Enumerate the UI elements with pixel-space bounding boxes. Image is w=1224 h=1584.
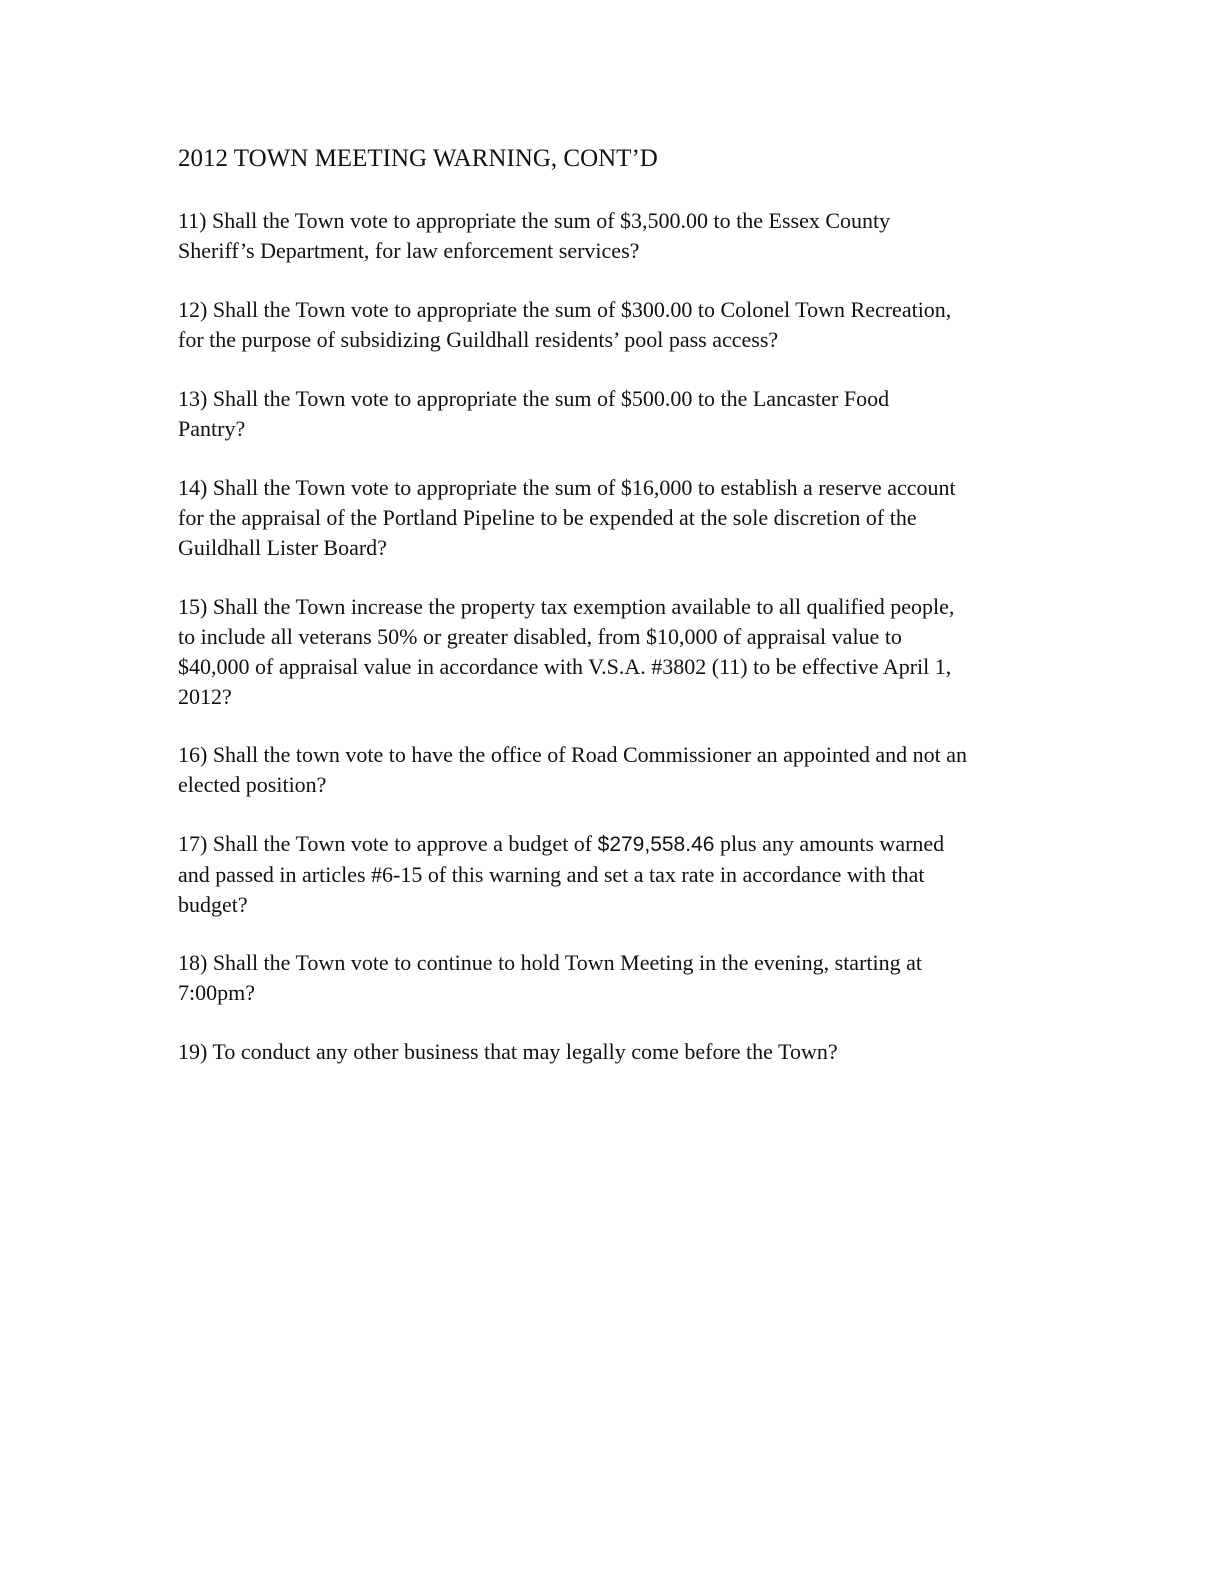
article-line: for the appraisal of the Portland Pipeline to be expended at the sole discretion of the: [178, 505, 917, 530]
article-13: [178, 384, 1048, 444]
article-line: 19) To conduct any other business that may legally come before the Town?: [178, 1039, 838, 1064]
article-line: Sheriff’s Department, for law enforcement services?: [178, 238, 640, 263]
article-12: [178, 295, 1048, 355]
article-line: [178, 829, 1048, 860]
article-line: 7:00pm?: [178, 980, 255, 1005]
article-line: Guildhall Lister Board?: [178, 535, 387, 560]
article-line: budget?: [178, 892, 248, 917]
article-line: $40,000 of appraisal value in accordance with V.S.A. #3802 (11) to be effective April 1,: [178, 654, 952, 679]
article-11: [178, 206, 1048, 266]
article-line: 15) Shall the Town increase the property tax exemption available to all qualified people,: [178, 594, 955, 619]
article-line: 11) Shall the Town vote to appropriate the sum of $3,500.00 to the Essex County: [178, 208, 891, 233]
article-line: 16) Shall the town vote to have the office of Road Commissioner an appointed and not an: [178, 742, 967, 767]
article-text: 17) Shall the Town vote to approve a budget of: [178, 831, 598, 856]
article-text: plus any amounts warned: [714, 831, 945, 856]
article-line: for the purpose of subsidizing Guildhall residents’ pool pass access?: [178, 327, 779, 352]
article-line: elected position?: [178, 772, 327, 797]
page-title: 2012 TOWN MEETING WARNING, CONT’D: [178, 145, 658, 172]
article-line: 13) Shall the Town vote to appropriate the sum of $500.00 to the Lancaster Food: [178, 386, 890, 411]
article-14: [178, 473, 1048, 563]
article-17: [178, 829, 1048, 920]
article-line: to include all veterans 50% or greater disabled, from $10,000 of appraisal value to: [178, 624, 902, 649]
article-16: [178, 740, 1048, 800]
article-18: [178, 948, 1048, 1008]
budget-amount: $279,558.46: [597, 833, 715, 856]
article-line: 2012?: [178, 684, 232, 709]
article-line: and passed in articles #6-15 of this warning and set a tax rate in accordance with that: [178, 862, 925, 887]
article-15: [178, 592, 1048, 712]
article-line: 12) Shall the Town vote to appropriate the sum of $300.00 to Colonel Town Recreation,: [178, 297, 952, 322]
article-line: Pantry?: [178, 416, 246, 441]
article-line: 14) Shall the Town vote to appropriate the sum of $16,000 to establish a reserve account: [178, 475, 956, 500]
article-line: 18) Shall the Town vote to continue to hold Town Meeting in the evening, starting at: [178, 950, 922, 975]
article-19: [178, 1037, 1048, 1067]
